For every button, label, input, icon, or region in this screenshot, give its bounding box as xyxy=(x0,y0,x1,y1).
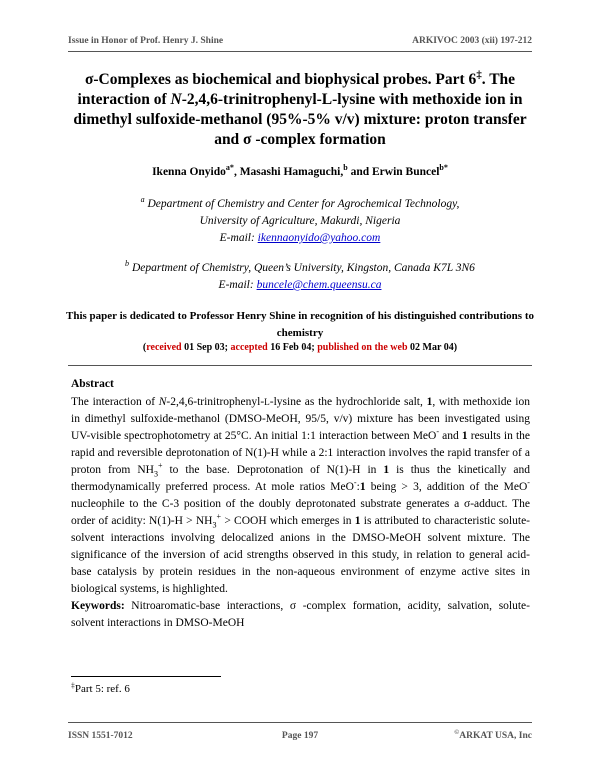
abstract-rule xyxy=(68,365,532,366)
abstract-heading: Abstract xyxy=(71,378,114,390)
affiliation-a: $^a$ Department of Chemistry and Center for Agrochemical Technology, University of Agriculture, Makurdi, Nigeria E-mail: ikennaonyido@yahoo.com xyxy=(140,195,460,244)
footer-issn: ISSN 1551-7012 xyxy=(68,731,133,741)
footer-rule xyxy=(68,722,532,723)
dedication: This paper is dedicated to Professor Henry Shine in recognition of his distinguished contributions to chemistry xyxy=(66,310,534,339)
page-number: Page 197 xyxy=(281,731,319,741)
author-onyido: Ikenna Onyido xyxy=(152,166,226,178)
affiliation-b: $^b$ Department of Chemistry, Queen’s University, Kingston, Canada K7L 3N6 E-mail: buncele@chem.queensu.ca xyxy=(125,259,475,291)
footer-publisher: ©ARKAT USA, Inc xyxy=(454,728,532,741)
email-link-onyido[interactable]: ikennaonyido@yahoo.com xyxy=(257,232,381,244)
footnote: ‡Part 5: ref. 6 xyxy=(71,680,130,695)
publication-dates: (received 01 Sep 03; accepted 16 Feb 04; published on the web 02 Mar 04) xyxy=(142,342,458,353)
footnote-rule xyxy=(71,676,221,677)
author-list: Ikenna Onyido$^{a*}$, Masashi Hamaguchi,$^b$ and Erwin Buncel$^{b*}$ xyxy=(152,163,448,178)
running-header-right: ARKIVOC 2003 (xii) 197-212 xyxy=(412,36,532,46)
header-rule xyxy=(68,51,532,52)
abstract-text: The interaction of N-2,4,6-trinitrophenyl-L-lysine as the hydrochloride salt, 1, with methoxide ion in dimethyl sulfoxide-methanol (DMSO-MeOH, 95/5, v/v) mixture has been investigated using UV-visible spectrophotometry at 25°C. An initial 1:1 interaction between MeO- and 1 results in the rapid and reversible deprotonation of N(1)-H while a 2:1 interaction involves the rapid transfer of a proton from $NH_3^+$ to the base. Deprotonation of N(1)-H in 1 is thus the kinetically and thermodynamically preferred process. At mole ratios MeO-:1 being > 3, addition of the MeO- nucleophile to the C-3 position of the doubly deprotonated substrate generates a σ-adduct. The order of acidity: $N(1)-H > NH_3^+$ > COOH which emerges in 1 is attributed to characteristic solute-solvent interactions involving delocalized anions in the DMSO-MeOH solvent mixture. The significance of the inversion of acid strengths observed in this study, in relation to general acid-base catalysis by protein residues in the non-aqueous environment of enzyme active sites in biological systems, is highlighted. xyxy=(71,396,530,595)
author-hamaguchi: Masashi Hamaguchi, xyxy=(239,166,344,178)
paper-title: σ-Complexes as biochemical and biophysical probes. Part 6‡. The interaction of N-2,4,6-trinitrophenyl-L-lysine with methoxide ion in dimethyl sulfoxide-methanol (95%-5% v/v) mixture: proton transfer and σ -complex formation xyxy=(73,68,527,148)
author-buncel: Erwin Buncel xyxy=(372,166,440,178)
keywords: Keywords: Nitroaromatic-base interactions, σ -complex formation, acidity, salvation, solute-solvent interactions in DMSO-MeOH xyxy=(71,600,530,629)
email-link-buncel[interactable]: buncele@chem.queensu.ca xyxy=(256,279,382,291)
running-header-left: Issue in Honor of Prof. Henry J. Shine xyxy=(68,36,224,46)
